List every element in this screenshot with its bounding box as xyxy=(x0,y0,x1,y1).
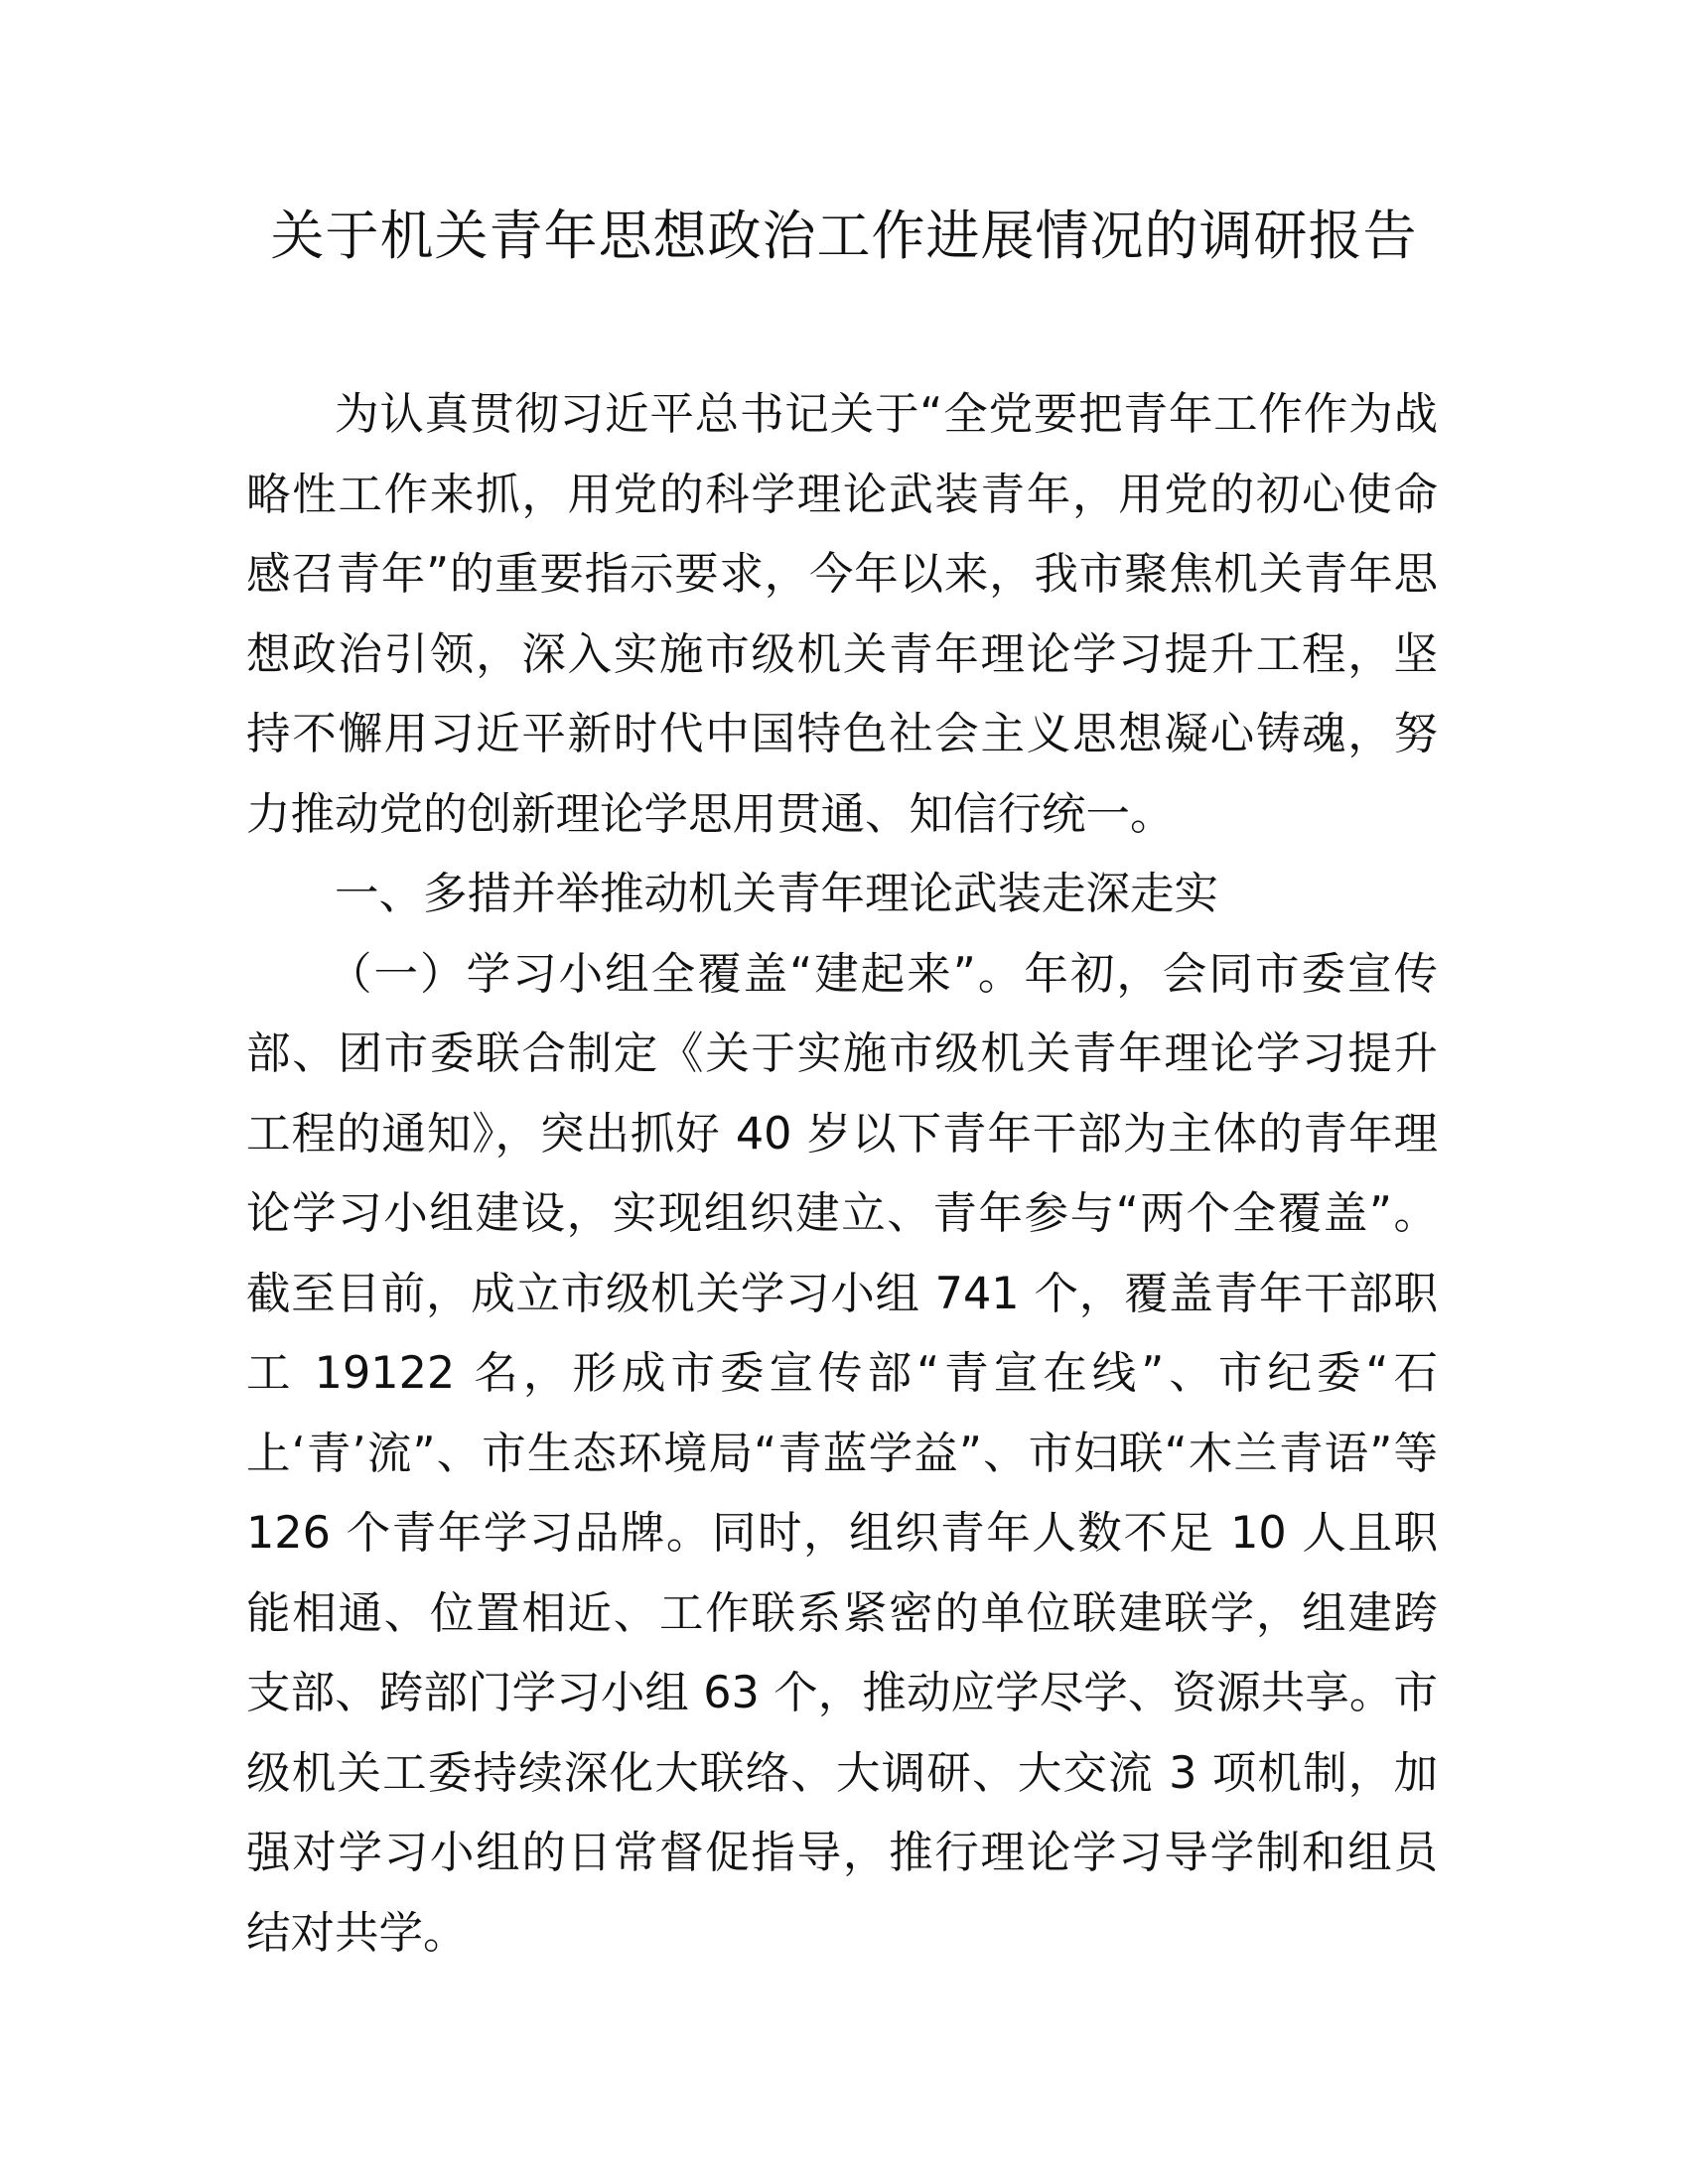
section-heading: 一、多措并举推动机关青年理论武装走深走实 xyxy=(335,869,1219,919)
document-title: 关于机关青年思想政治工作进展情况的调研报告 xyxy=(270,205,1418,267)
subsection-paragraph: （一）学习小组全覆盖“建起来”。年初，会同市委宣传部、团市委联合制定《关于实施市级机关青年理论学习提升工程的通知》，突出抓好 40 岁以下青年干部为主体的青年理论学习小组建设，实现组织建立、青年参与“两个全覆盖”。截至目前，成立市级机关学习小组 741 个，覆盖青年干部职工 19122 名，形成市委宣传部“青宣在线”、市纪委“石上‘青’流”、市生态环境局“青蓝学益”、市妇联“木兰青语”等 126 个青年学习品牌。同时，组织青年人数不足 10 人且职能相通、位置相近、工作联系紧密的单位联建联学，组建跨支部、跨部门学习小组 63 个，推动应学尽学、资源共享。市级机关工委持续深化大联络、大调研、大交流 3 项机制，加强对学习小组的日常督促指导，推行理论学习导学制和组员结对共学。 xyxy=(246,948,1438,1959)
document-body xyxy=(246,375,1438,1974)
intro-paragraph: 为认真贯彻习近平总书记关于“全党要把青年工作作为战略性工作来抓，用党的科学理论武装青年，用党的初心使命感召青年”的重要指示要求，今年以来，我市聚焦机关青年思想政治引领，深入实施市级机关青年理论学习提升工程，坚持不懈用习近平新时代中国特色社会主义思想凝心铸魂，努力推动党的创新理论学思用贯通、知信行统一。 xyxy=(246,389,1438,840)
